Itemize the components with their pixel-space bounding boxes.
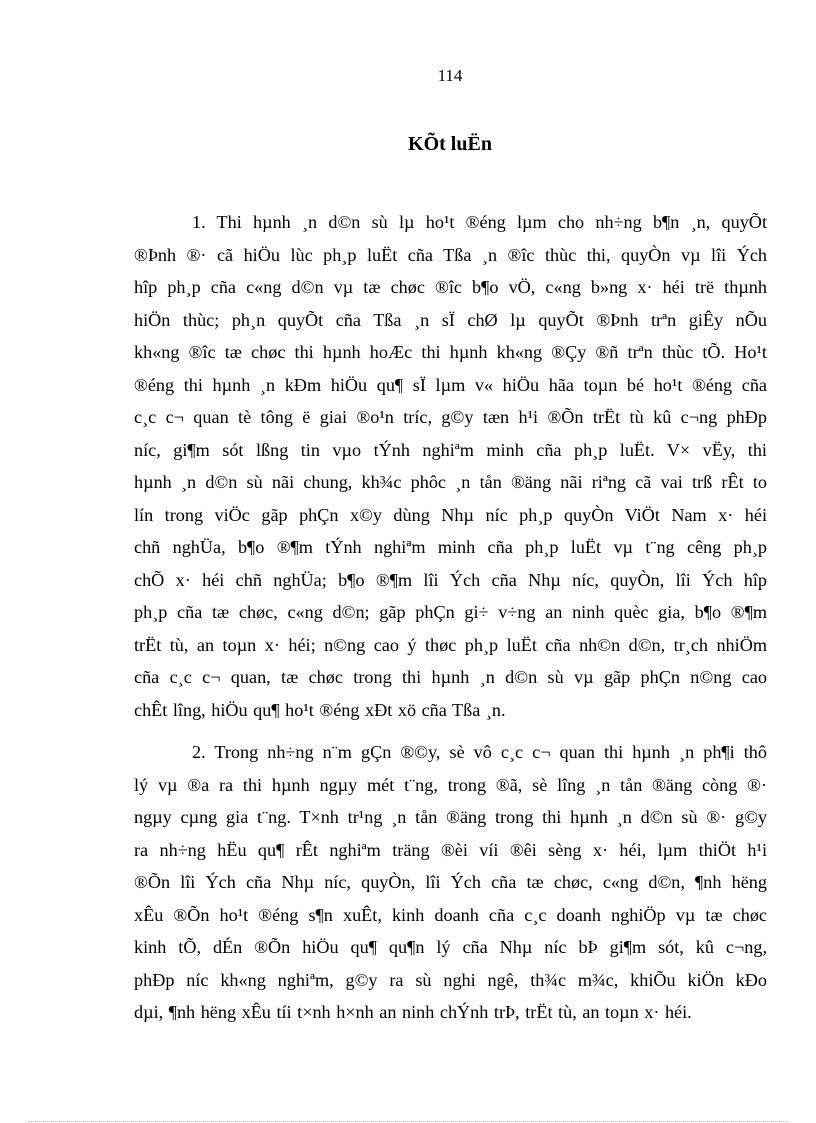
text-line: ®Þnh ®· cã hiÖu lùc ph¸p luËt cña Tßa ¸n ®îc thùc thi, quyÒn vµ lîi Ých bbox=[134, 244, 767, 265]
text-line: kh«ng ®îc tæ chøc thi hµnh hoÆc thi hµnh kh«ng ®Çy ®ñ trªn thùc tÕ. Ho¹t bbox=[134, 342, 767, 362]
page-number: 114 bbox=[437, 66, 463, 85]
text-line: chÕ x· héi chñ nghÜa; b¶o ®¶m lîi Ých cña Nhµ níc, quyÒn, lîi Ých hîp bbox=[134, 569, 767, 590]
text-line: 2. Trong nh÷ng n¨m gÇn ®©y, sè vô c¸c c¬ quan thi hµnh ¸n ph¶i thô bbox=[192, 742, 767, 762]
text-line: phÐp níc kh«ng nghiªm, g©y ra sù nghi ngê, th¾c m¾c, khiÕu kiÖn kÐo bbox=[134, 969, 767, 990]
text-line: ph¸p cña tæ chøc, c«ng d©n; gãp phÇn gi÷ v÷ng an ninh quèc gia, b¶o ®¶m bbox=[134, 602, 767, 622]
text-line: trËt tù, an toµn x· héi; n©ng cao ý thøc ph¸p luËt cña nh©n d©n, tr¸ch nhiÖm bbox=[134, 634, 767, 655]
text-line: hiÖn thùc; ph¸n quyÕt cña Tßa ¸n sÏ chØ lµ quyÕt ®Þnh trªn giÊy nÕu bbox=[134, 309, 767, 330]
text-line: dµi, ¶nh hëng xÊu tíi t×nh h×nh an ninh chÝnh trÞ, trËt tù, an toµn x· héi. bbox=[134, 1002, 692, 1022]
text-line: chñ nghÜa, b¶o ®¶m tÝnh nghiªm minh cña ph¸p luËt vµ t¨ng cêng ph¸p bbox=[134, 537, 767, 557]
text-line: hµnh ¸n d©n sù nãi chung, kh¾c phôc ¸n tån ®äng nãi riªng cã vai trß rÊt to bbox=[134, 472, 767, 492]
text-line: xÊu ®Õn ho¹t ®éng s¶n xuÊt, kinh doanh cña c¸c doanh nghiÖp vµ tæ chøc bbox=[134, 904, 767, 925]
text-line: lý vµ ®a ra thi hµnh ngµy mét t¨ng, trong ®ã, sè lîng ¸n tån ®äng còng ®· bbox=[134, 774, 767, 795]
text-line: hîp ph¸p cña c«ng d©n vµ tæ chøc ®îc b¶o vÖ, c«ng b»ng x· héi trë thµnh bbox=[134, 277, 767, 297]
text-line: chÊt lîng, hiÖu qu¶ ho¹t ®éng xÐt xö cña Tßa ¸n. bbox=[134, 699, 506, 720]
paragraph-2 bbox=[134, 736, 767, 1029]
text-line: níc, gi¶m sót lßng tin vµo tÝnh nghiªm minh cña ph¸p luËt. V× vËy, thi bbox=[134, 439, 767, 460]
text-line: 1. Thi hµnh ¸n d©n sù lµ ho¹t ®éng lµm cho nh÷ng b¶n ¸n, quyÕt bbox=[192, 212, 767, 232]
text-line: ngµy cµng gia t¨ng. T×nh tr¹ng ¸n tån ®äng trong thi hµnh ¸n d©n sù ®· g©y bbox=[134, 807, 767, 827]
text-line: lín trong viÖc gãp phÇn x©y dùng Nhµ níc ph¸p quyÒn ViÖt Nam x· héi bbox=[134, 504, 767, 525]
text-line: ®éng thi hµnh ¸n kÐm hiÖu qu¶ sÏ lµm v« hiÖu hãa toµn bé ho¹t ®éng cña bbox=[134, 374, 767, 395]
text-line: ®Õn lîi Ých cña Nhµ níc, quyÒn, lîi Ých cña tæ chøc, c«ng d©n, ¶nh hëng bbox=[134, 872, 767, 892]
body-text bbox=[134, 206, 767, 1029]
text-line: c¸c c¬ quan tè tông ë giai ®o¹n tríc, g©y tæn h¹i ®Õn trËt tù kû c¬ng phÐp bbox=[134, 407, 767, 427]
text-line: ra nh÷ng hËu qu¶ rÊt nghiªm träng ®èi víi ®êi sèng x· héi, lµm thiÖt h¹i bbox=[134, 839, 767, 860]
page-bottom-border bbox=[28, 1121, 788, 1122]
paragraph-1 bbox=[134, 206, 767, 726]
text-line: kinh tÕ, dÉn ®Õn hiÖu qu¶ qu¶n lý cña Nhµ níc bÞ gi¶m sót, kû c¬ng, bbox=[134, 937, 767, 957]
text-line: cña c¸c c¬ quan, tæ chøc trong thi hµnh ¸n d©n sù vµ gãp phÇn n©ng cao bbox=[134, 667, 767, 687]
page-heading: KÕt luËn bbox=[408, 133, 492, 155]
